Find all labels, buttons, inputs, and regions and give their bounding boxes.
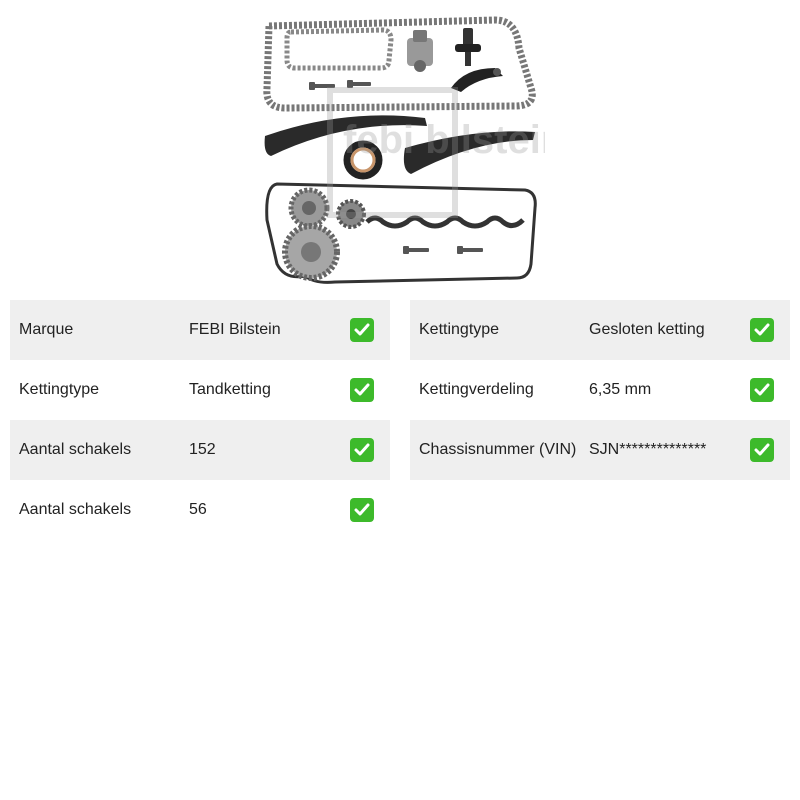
sprocket-top xyxy=(291,190,327,226)
spec-row xyxy=(410,300,790,360)
spec-label: Kettingtype xyxy=(419,321,500,338)
spec-row xyxy=(10,420,390,480)
spec-row xyxy=(410,360,790,420)
spec-label: Marque xyxy=(19,321,74,338)
spec-value: Gesloten ketting xyxy=(589,321,705,338)
spec-value: FEBI Bilstein xyxy=(189,321,281,338)
spec-row xyxy=(10,480,390,540)
spec-label: Kettingtype xyxy=(19,381,100,398)
check-icon xyxy=(350,378,374,402)
spec-value: SJN************** xyxy=(589,441,707,458)
specs-right xyxy=(410,300,790,480)
spec-value: 56 xyxy=(189,501,207,518)
check-icon xyxy=(350,498,374,522)
spec-label: Chassisnummer (VIN) xyxy=(419,441,577,458)
product-image xyxy=(255,8,545,290)
check-icon xyxy=(750,438,774,462)
spec-label: Aantal schakels xyxy=(19,501,132,518)
chain-small xyxy=(287,30,391,68)
pin xyxy=(455,28,481,66)
check-icon xyxy=(350,438,374,462)
check-icon xyxy=(750,318,774,342)
small-bolts-lower xyxy=(403,246,483,254)
spec-value: 152 xyxy=(189,441,216,458)
spec-label: Aantal schakels xyxy=(19,441,132,458)
spec-value: 6,35 mm xyxy=(589,381,652,398)
specs-left xyxy=(10,300,390,540)
spec-row xyxy=(10,360,390,420)
check-icon xyxy=(350,318,374,342)
spec-row xyxy=(410,420,790,480)
gasket-insert xyxy=(367,218,523,226)
spec-label: Kettingverdeling xyxy=(419,381,534,398)
sprocket-large xyxy=(285,226,337,278)
spec-value: Tandketting xyxy=(189,381,271,398)
tensioner xyxy=(407,30,433,72)
spec-row xyxy=(10,300,390,360)
check-icon xyxy=(750,378,774,402)
watermark-text: febi bilstein xyxy=(343,118,545,162)
